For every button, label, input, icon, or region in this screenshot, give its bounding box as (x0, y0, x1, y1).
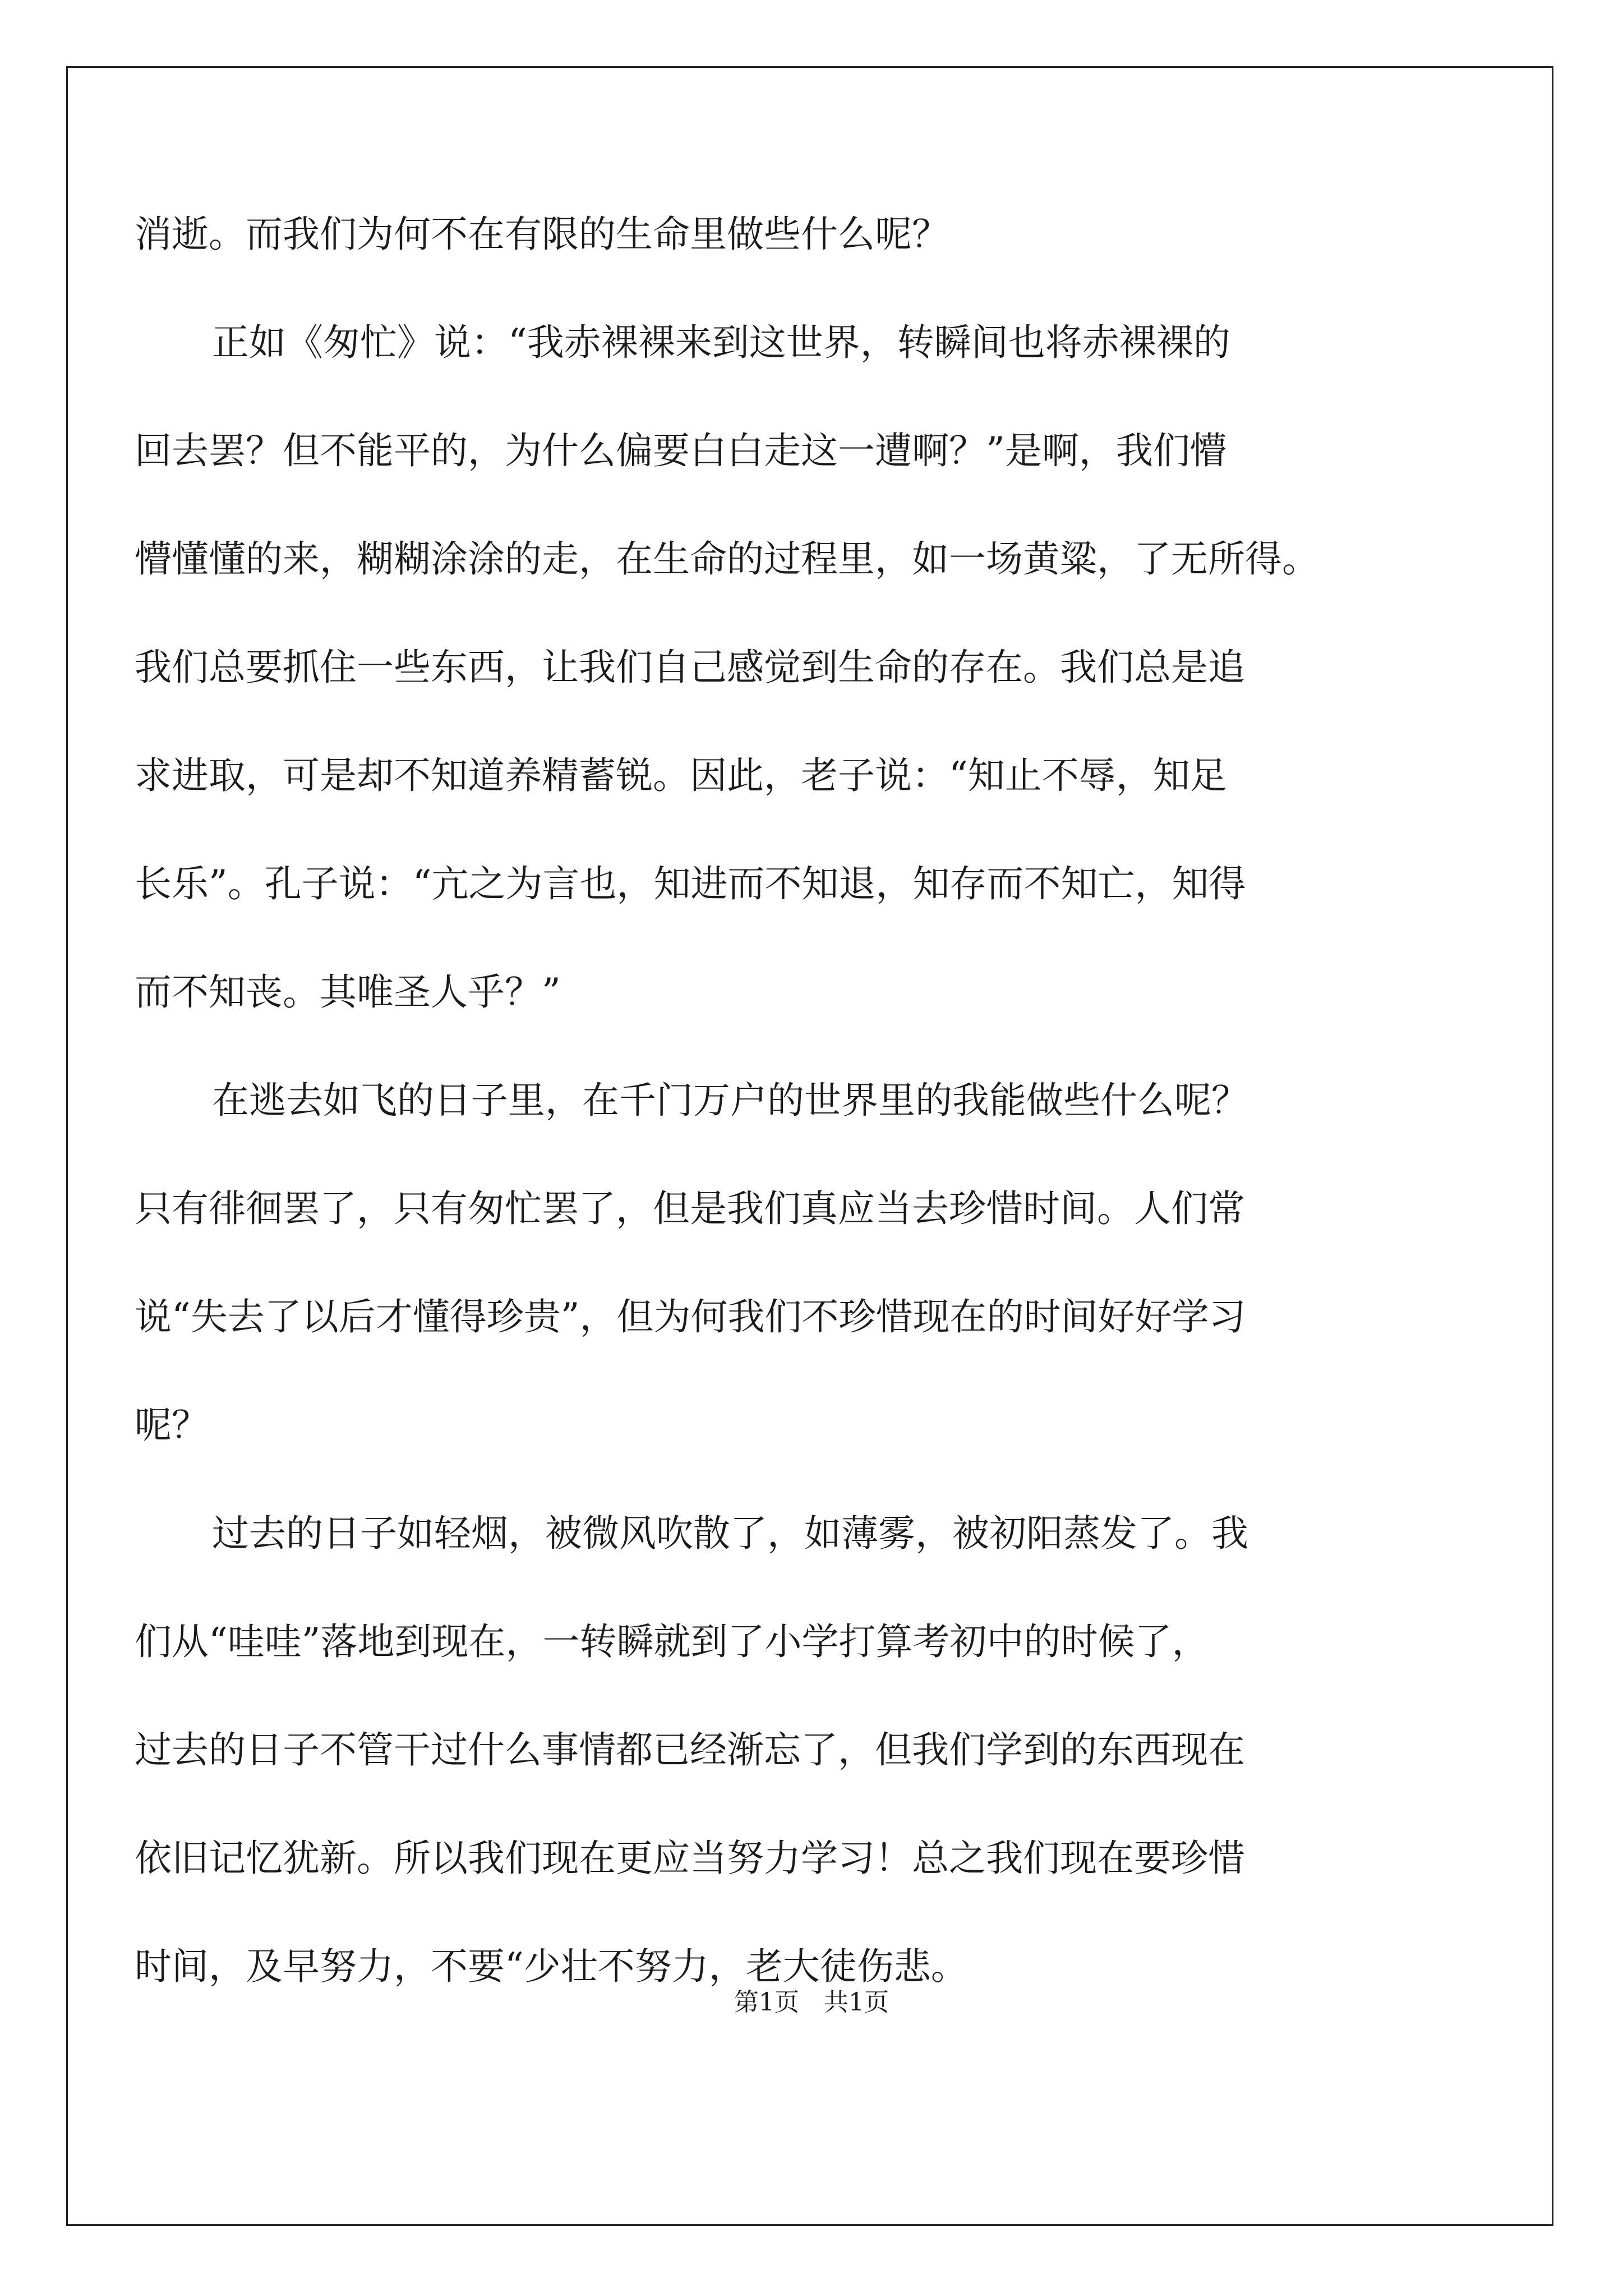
text-line: 过去的日子如轻烟，被微风吹散了，如薄雾，被初阳蒸发了。我 (212, 1512, 1248, 1555)
text-line: 懵懂懂的来，糊糊涂涂的走，在生命的过程里，如一场黄粱，了无所得。 (135, 537, 1319, 581)
text-line: 消逝。而我们为何不在有限的生命里做些什么呢？ (135, 213, 949, 256)
text-line: 而不知丧。其唯圣人乎？” (135, 970, 561, 1014)
text-line: 们从“哇哇”落地到现在，一转瞬就到了小学打算考初中的时候了， (135, 1620, 1209, 1663)
text-line: 过去的日子不管干过什么事情都已经渐忘了，但我们学到的东西现在 (135, 1728, 1245, 1772)
text-line: 长乐”。孔子说：“亢之为言也，知进而不知退，知存而不知亡，知得 (135, 862, 1246, 905)
text-line: 说“失去了以后才懂得珍贵”，但为何我们不珍惜现在的时间好好学习 (135, 1295, 1246, 1338)
document-body (135, 208, 1430, 2048)
text-line: 依旧记忆犹新。所以我们现在更应当努力学习！总之我们现在要珍惜 (135, 1837, 1245, 1880)
text-line: 只有徘徊罢了，只有匆忙罢了，但是我们真应当去珍惜时间。人们常 (135, 1187, 1245, 1230)
text-line: 在逃去如飞的日子里，在千门万户的世界里的我能做些什么呢？ (212, 1079, 1248, 1122)
text-line: 呢？ (135, 1404, 209, 1447)
text-line: 回去罢？但不能平的，为什么偏要白白走这一遭啊？”是啊，我们懵 (135, 429, 1227, 472)
text-line: 我们总要抓住一些东西，让我们自己感觉到生命的存在。我们总是追 (135, 646, 1245, 689)
page-footer: 第1页 共1页 (734, 1988, 889, 2017)
text-line: 正如《匆忙》说：“我赤裸裸来到这世界，转瞬间也将赤裸裸的 (212, 321, 1230, 364)
text-line: 求进取，可是却不知道养精蓄锐。因此，老子说：“知止不辱，知足 (135, 754, 1227, 797)
text-line: 时间，及早努力，不要“少壮不努力，老大徒伤悲。 (135, 1945, 968, 1988)
